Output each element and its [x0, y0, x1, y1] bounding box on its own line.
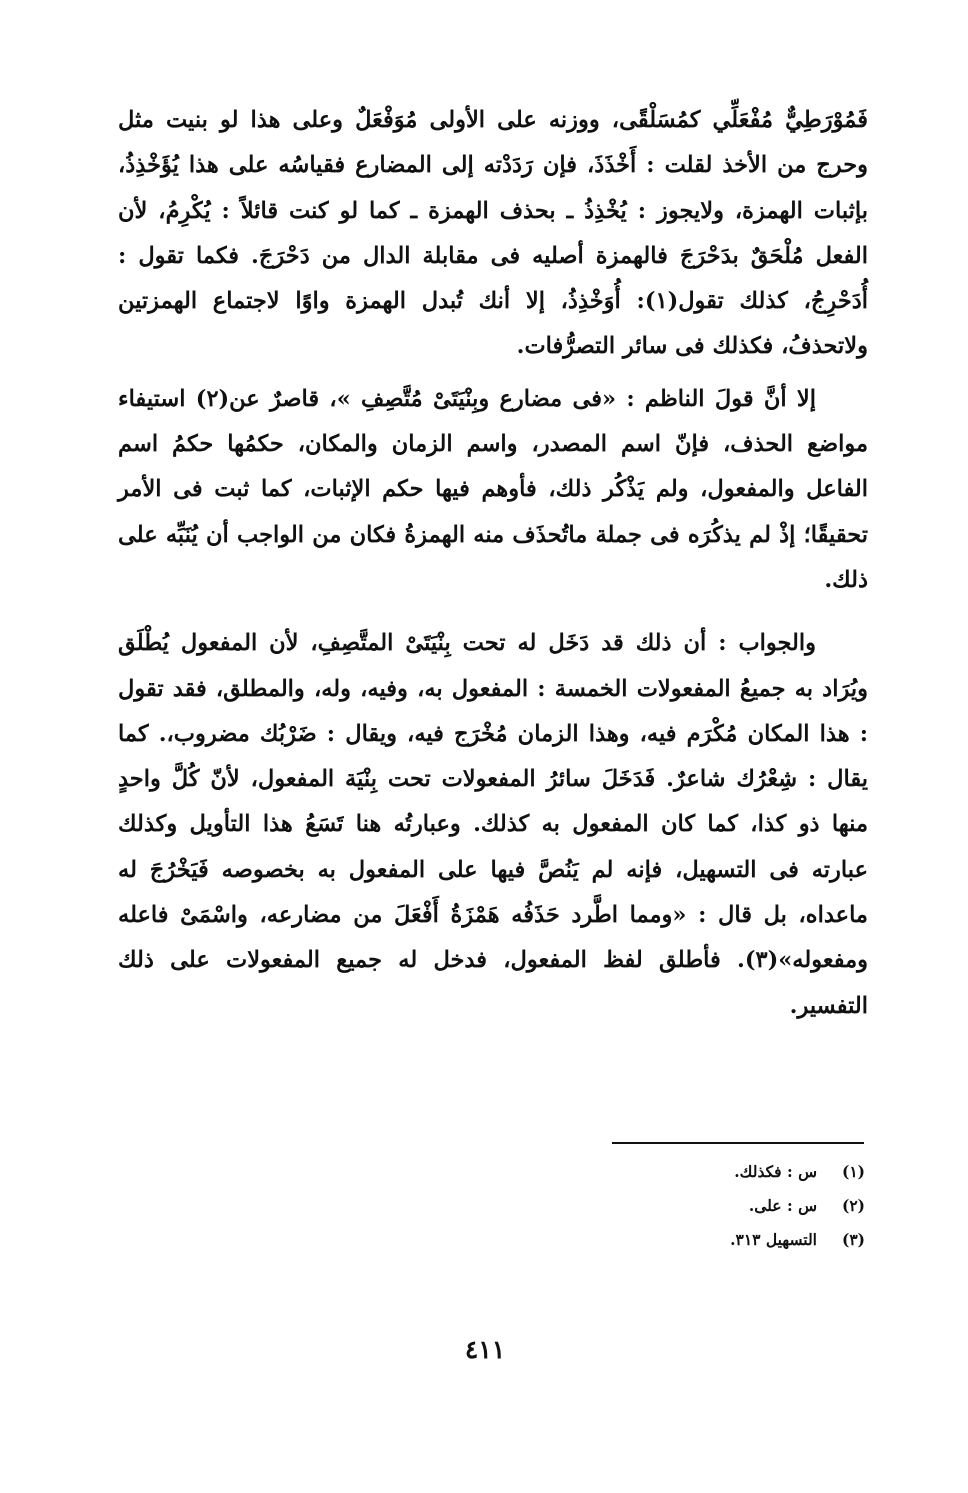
footnote-divider — [612, 1142, 864, 1144]
footnote-text: س : على. — [748, 1196, 817, 1215]
main-text — [118, 98, 868, 1029]
paragraph-3: والجواب : أن ذلك قد دَخَل له تحت بِنْيَتَىْ المتَّصِفِ، لأن المفعول يُطْلَق ويُرَاد به جميعُ المفعولات الخمسة : المفعول به، وفيه، وله، والمطلق، فقد تقول : هذا المكان مُكْرَم فيه، وهذا الزمان مُخْرَج فيه، ويقال : ضَرْبُك مضروب،. كما يقال : شِعْرُك شاعرٌ. فَدَخَلَ سائرُ المفعولات تحت بِنْيَة المفعول، لأنّ كُلَّ واحدٍ منها ذو كذا، كما كان المفعول به كذلك. وعبارتُه هنا تَسَعُ هذا التأويل وكذلك عبارته فى التسهيل، فإنه لم يَنُصَّ فيها على المفعول به بخصوصه فَيَخْرُجَ له ماعداه، بل قال : «ومما اطَّرد حَذَفُه هَمْزَةُ أَفْعَلَ من مضارعه، واسْمَىْ فاعله ومفعوله»(٣). فأطلق لفظ المفعول، فدخل له جميع المفعولات على ذلك التفسير. — [118, 630, 868, 1019]
paragraph-1: فَمُوْرَطِيٌّ مُفْعَلِّي كمُسَلْقًى، ووزنه على الأولى مُوَفْعَلٌ وعلى هذا لو بنيت مثل وحرج من الأخذ لقلت : أَخْذَذَ، فإن رَدَدْته إلى المضارع فقياسُه على هذا يُؤَخْذِذُ، بإثبات الهمزة، ولايجوز : يُخْذِذُ ـ بحذف الهمزة ـ كما لو كنت قائلاً : يُكْرِمُ، لأن الفعل مُلْحَقٌ بدَحْرَجَ فالهمزة أصليه فى مقابلة الدال من دَحْرَجَ. فكما تقول : أُدَحْرِجُ، كذلك تقول(١): أُوَخْذِذُ، إلا أنك تُبدل الهمزة واوًا لاجتماع الهمزتين ولاتحذفُ، فكذلك فى سائر التصرُّفات. — [118, 107, 868, 360]
page-number: ٤١١ — [464, 1335, 506, 1364]
footnote-3 — [560, 1223, 865, 1257]
footnotes — [560, 1155, 865, 1257]
footnote-text: التسهيل ٣١٣. — [730, 1230, 817, 1249]
paragraph-2: إلا أنَّ قولَ الناظم : «فى مضارع وبِنْيَتَىْ مُتَّصِفِ »، قاصرٌ عن(٢) استيفاء مواضع الحذف، فإنّ اسم المصدر، واسم الزمان والمكان، حكمُها حكمُ اسم الفاعل والمفعول، ولم يَذْكُر ذلك، فأوهم فيها حكم الإثبات، كما ثبت فى الأمر تحقيقًا؛ إذْ لم يذكُرَه فى جملة ماتُحذَف منه الهمزةُ فكان من الواجب أن يُنَبِّه على ذلك. — [118, 385, 868, 593]
footnote-text: س : فكذلك. — [734, 1162, 817, 1181]
footnote-2 — [560, 1189, 865, 1223]
footnote-1 — [560, 1155, 865, 1189]
footnote-number: (٢) — [841, 1196, 865, 1215]
footnote-number: (٣) — [841, 1230, 865, 1249]
footnote-number: (١) — [841, 1162, 865, 1181]
